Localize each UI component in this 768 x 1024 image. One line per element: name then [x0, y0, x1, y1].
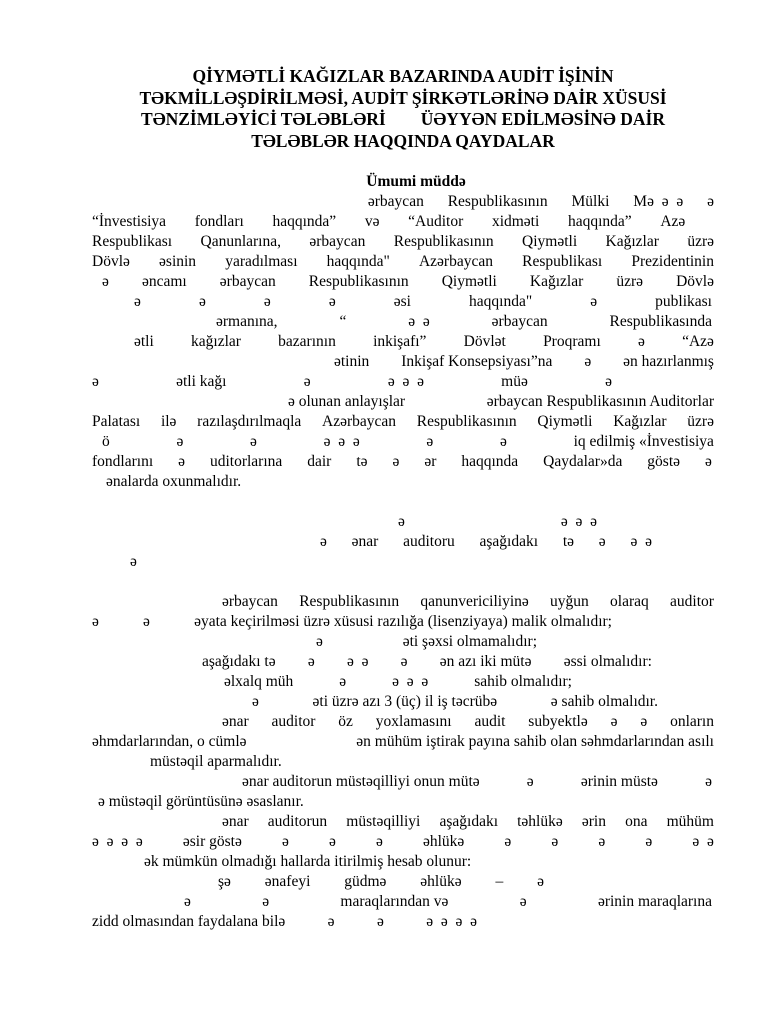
- word: təhlükə: [517, 813, 563, 830]
- word: Qiymətli: [537, 413, 593, 430]
- word: ə: [303, 373, 311, 390]
- word: Respublikası: [522, 253, 603, 270]
- word: ə: [519, 893, 527, 910]
- word: əti şəxsi olmamalıdır;: [402, 633, 537, 650]
- text-line: [92, 452, 712, 472]
- word: Respublikasında: [609, 313, 712, 330]
- text-line: [92, 392, 714, 412]
- word: ə olunan anlayışlar: [288, 393, 406, 410]
- word: audit: [474, 713, 506, 730]
- word: ərbaycan Respublikasının Auditorlar: [486, 393, 714, 410]
- word: ə: [426, 433, 434, 450]
- word: üzrə: [687, 413, 714, 430]
- word: və: [364, 213, 380, 230]
- word: ə ə ə: [392, 673, 429, 690]
- word: fondlarını: [92, 453, 154, 470]
- word: əssi olmalıdır:: [563, 653, 652, 670]
- paragraph: [92, 592, 714, 932]
- text-line: [92, 632, 537, 652]
- section-heading: Ümumi müddə: [366, 173, 466, 190]
- text-line: [92, 472, 714, 492]
- text-line: [92, 352, 714, 372]
- text-line: [92, 832, 714, 852]
- word: onların: [670, 713, 714, 730]
- word: Respublikasının: [308, 273, 409, 290]
- word: öz: [338, 713, 353, 730]
- word: publikası: [655, 293, 712, 310]
- text-line: [92, 272, 714, 292]
- word: ə: [400, 653, 408, 670]
- word: Kağızlar: [529, 273, 584, 290]
- word: “İnvestisiya: [92, 213, 167, 230]
- word: ərinin müstə: [580, 773, 658, 790]
- word: Proqramı: [543, 333, 601, 350]
- document-title: [92, 66, 714, 152]
- word: ə: [392, 453, 400, 470]
- word: ən azı iki mütə: [439, 653, 532, 670]
- text-line: [92, 412, 714, 432]
- word: əlxalq müh: [224, 673, 294, 690]
- word: Palatası: [92, 413, 141, 430]
- word: ə: [537, 873, 544, 890]
- word: yaradılması: [225, 253, 298, 270]
- word: əsinin: [159, 253, 197, 270]
- word: ə: [307, 653, 315, 670]
- text-line: [92, 192, 714, 212]
- word: əhlükə: [422, 833, 465, 850]
- word: auditorun: [267, 813, 328, 830]
- word: ə: [92, 373, 99, 390]
- word: Kağızlar: [613, 413, 667, 430]
- word: ə: [375, 833, 383, 850]
- text-line: [92, 252, 714, 272]
- word: Kağızlar: [605, 233, 659, 250]
- text-line: [92, 872, 544, 892]
- word: ənar: [222, 713, 249, 730]
- word: müstəqilliyi: [346, 813, 421, 830]
- text-line: [92, 652, 652, 672]
- paragraph: [92, 192, 714, 492]
- word: Respublikasının: [393, 233, 494, 250]
- word: ö: [102, 433, 110, 450]
- word: əti üzrə azı 3 (üç) il iş təcrübə: [312, 693, 498, 710]
- word: “: [339, 313, 347, 330]
- word: Qiymətli: [522, 233, 578, 250]
- document-page: [92, 66, 714, 932]
- text-line: [92, 372, 612, 392]
- word: ə: [705, 773, 712, 790]
- word: yoxlamasını: [375, 713, 452, 730]
- word: ərbaycan: [222, 593, 278, 610]
- word: ənafeyi: [264, 873, 311, 890]
- word: subyektlə: [528, 713, 588, 730]
- word: ə: [590, 293, 598, 310]
- word: ətli kağı: [176, 373, 227, 390]
- word: ə ə ə ə: [92, 833, 143, 850]
- word: ərbaycan: [309, 233, 366, 250]
- text-line: [92, 672, 572, 692]
- word: ənalarda oxunmalıdır.: [106, 473, 242, 490]
- word: auditor: [271, 713, 316, 730]
- word: ə: [398, 513, 405, 530]
- word: ə: [328, 833, 336, 850]
- word: ə: [328, 293, 336, 310]
- word: üzrə: [616, 273, 643, 290]
- word: ə: [551, 833, 559, 850]
- word: ə: [316, 633, 323, 650]
- word: Azə: [660, 213, 686, 230]
- word: Respublikasının: [447, 193, 548, 210]
- word: tə: [562, 533, 575, 550]
- text-line: [92, 292, 712, 312]
- text-line: [92, 512, 597, 532]
- word: şə: [218, 873, 231, 890]
- word: ərbaycan: [367, 193, 424, 210]
- word: əsir göstə: [182, 833, 242, 850]
- word: ə: [598, 833, 606, 850]
- word: razılaşdırılmaqla: [197, 413, 302, 430]
- word: ə sahib olmalıdır.: [550, 693, 658, 710]
- word: ə: [143, 613, 150, 630]
- word: ə: [102, 273, 109, 290]
- word: ətli: [134, 333, 154, 350]
- word: ə: [250, 433, 257, 450]
- word: ə ə ə: [387, 373, 424, 390]
- text-line: [92, 532, 652, 552]
- word: Inkişaf Konsepsiyası”na: [401, 353, 553, 370]
- word: uditorlarına: [209, 453, 283, 470]
- word: ona: [625, 813, 648, 830]
- text-line: [92, 432, 714, 452]
- word: Qiymətli: [441, 273, 497, 290]
- word: kağızlar: [191, 333, 241, 350]
- word: ilə: [160, 413, 177, 430]
- word: ən hazırlanmış: [623, 353, 714, 370]
- word: auditor: [670, 593, 714, 610]
- word: ə: [281, 833, 289, 850]
- text-line: [92, 752, 714, 772]
- title-line: QİYMƏTLİ KAĞIZLAR BAZARINDA AUDİT İŞİNİN: [192, 66, 614, 86]
- word: göstə: [647, 453, 681, 470]
- word: ə müstəqil görüntüsünə əsaslanır.: [98, 793, 304, 810]
- paragraph-gap: [92, 492, 714, 512]
- word: Azərbaycan: [418, 253, 493, 270]
- word: ə: [176, 433, 184, 450]
- title-line: TƏNZİMLƏYİCİ TƏLƏBLƏRİ ÜƏYYƏN EDİLMƏSİNƏ DAİR: [141, 109, 665, 129]
- word: ənar: [351, 533, 379, 550]
- word: Mə ə ə: [633, 193, 684, 210]
- word: sahib olmalıdır;: [474, 673, 572, 690]
- word: ə: [584, 353, 592, 370]
- word: tə: [356, 453, 368, 470]
- word: Dövlə: [92, 253, 130, 270]
- word: Qaydalar»da: [543, 453, 623, 470]
- word: ə: [526, 773, 534, 790]
- word: ənar: [222, 813, 249, 830]
- paragraph: [92, 512, 714, 572]
- word: ə: [327, 913, 335, 930]
- text-line: [92, 592, 714, 612]
- word: Prezidentinin: [631, 253, 714, 270]
- title-line: TƏKMİLLƏŞDİRİLMƏSİ, AUDİT ŞİRKƏTLƏRİNƏ DAİR XÜSUSİ: [139, 87, 667, 108]
- word: haqqında: [461, 453, 519, 470]
- word: qanunvericiliyinə: [420, 593, 529, 610]
- body-text: [92, 192, 714, 932]
- word: ə ə ə ə: [426, 913, 477, 930]
- word: ərbaycan: [491, 313, 548, 330]
- word: haqqında": [469, 293, 533, 310]
- word: aşağıdakı: [479, 533, 539, 550]
- word: ə ə: [692, 833, 714, 850]
- word: ə ə: [408, 313, 430, 330]
- word: Mülki: [571, 193, 610, 210]
- word: mühüm: [666, 813, 714, 830]
- paragraph-gap: [92, 572, 714, 592]
- text-line: [92, 612, 612, 632]
- word: ə: [130, 553, 137, 570]
- word: ərmanına,: [216, 313, 278, 330]
- text-line: [92, 332, 714, 352]
- word: ə ə ə: [323, 433, 360, 450]
- text-line: [92, 792, 714, 812]
- word: Dövlət: [463, 333, 506, 350]
- text-line: [92, 772, 712, 792]
- word: ərbaycan: [219, 273, 276, 290]
- word: əncamı: [141, 273, 187, 290]
- word: Respublikasının: [416, 413, 517, 430]
- word: fondları: [194, 213, 244, 230]
- word: maraqlarından və: [340, 893, 449, 910]
- word: bazarının: [278, 333, 336, 350]
- word: ə: [645, 833, 653, 850]
- word: əhmdarlarından, o cümlə: [92, 733, 247, 750]
- word: ə ə ə: [560, 513, 597, 530]
- word: ə: [598, 533, 606, 550]
- word: əyata keçirilməsi üzrə xüsusi razılığa (lisenziyaya) malik olmalıdır;: [194, 613, 612, 630]
- text-line: [92, 912, 477, 932]
- word: ə: [707, 193, 714, 210]
- text-line: [92, 692, 658, 712]
- word: müstəqil aparmalıdır.: [150, 753, 282, 770]
- word: haqqında”: [272, 213, 337, 230]
- word: iq edilmiş «İnvestisiya: [573, 433, 714, 450]
- word: ə: [704, 453, 712, 470]
- word: Respublikası: [92, 233, 173, 250]
- word: ərin: [581, 813, 606, 830]
- word: ə: [504, 833, 512, 850]
- word: Dövlə: [676, 273, 714, 290]
- text-line: [92, 892, 712, 912]
- word: əhlükə: [420, 873, 462, 890]
- text-line: [92, 732, 714, 752]
- text-line: [92, 812, 714, 832]
- word: ə: [610, 713, 618, 730]
- word: ə: [500, 433, 507, 450]
- word: əsi: [393, 293, 411, 310]
- word: ər: [424, 453, 437, 470]
- word: ə: [339, 673, 347, 690]
- word: ə: [376, 913, 384, 930]
- word: xidməti: [491, 213, 540, 230]
- word: ə ə: [346, 653, 369, 670]
- word: haqqında": [326, 253, 390, 270]
- word: ə: [637, 333, 645, 350]
- text-line: [92, 312, 712, 332]
- text-line: [92, 232, 714, 252]
- word: ə ə: [630, 533, 652, 550]
- word: ə: [178, 453, 185, 470]
- word: “Azə: [682, 333, 714, 350]
- word: haqqında”: [567, 213, 632, 230]
- word: ə: [252, 693, 259, 710]
- word: Azərbaycan: [322, 413, 397, 430]
- word: uyğun: [550, 593, 589, 610]
- text-line: [92, 212, 714, 232]
- word: ə: [262, 893, 270, 910]
- word: “Auditor: [408, 213, 464, 230]
- word: ə: [640, 713, 648, 730]
- word: Respublikasının: [299, 593, 400, 610]
- text-line: [92, 552, 714, 572]
- word: auditoru: [403, 533, 455, 550]
- word: ətinin: [334, 353, 370, 370]
- word: dair: [307, 453, 332, 470]
- word: ək mümkün olmadığı hallarda itirilmiş hesab olunur:: [144, 853, 472, 870]
- word: aşağıdakı: [439, 813, 499, 830]
- word: üzrə: [687, 233, 714, 250]
- word: ə: [320, 533, 327, 550]
- word: inkişafı”: [373, 333, 427, 350]
- word: müə: [501, 373, 528, 390]
- word: ə: [605, 373, 612, 390]
- text-line: [92, 852, 714, 872]
- word: ənar auditorun müstəqilliyi onun mütə: [242, 773, 480, 790]
- text-line: [92, 712, 714, 732]
- word: ə: [92, 613, 99, 630]
- word: ə: [263, 293, 271, 310]
- word: güdmə: [344, 873, 387, 890]
- word: ə: [134, 293, 141, 310]
- word: Qanunlarına,: [200, 233, 281, 250]
- word: ən mühüm iştirak payına sahib olan səhmdarlarından asılı: [356, 733, 714, 750]
- word: ə: [198, 293, 206, 310]
- word: ə: [184, 893, 191, 910]
- word: zidd olmasından faydalana bilə: [92, 913, 286, 930]
- word: ərinin maraqlarına: [597, 893, 712, 910]
- word: olaraq: [610, 593, 649, 610]
- title-line: TƏLƏBLƏR HAQQINDA QAYDALAR: [251, 130, 555, 151]
- word: –: [495, 873, 504, 890]
- word: aşağıdakı tə: [202, 653, 276, 670]
